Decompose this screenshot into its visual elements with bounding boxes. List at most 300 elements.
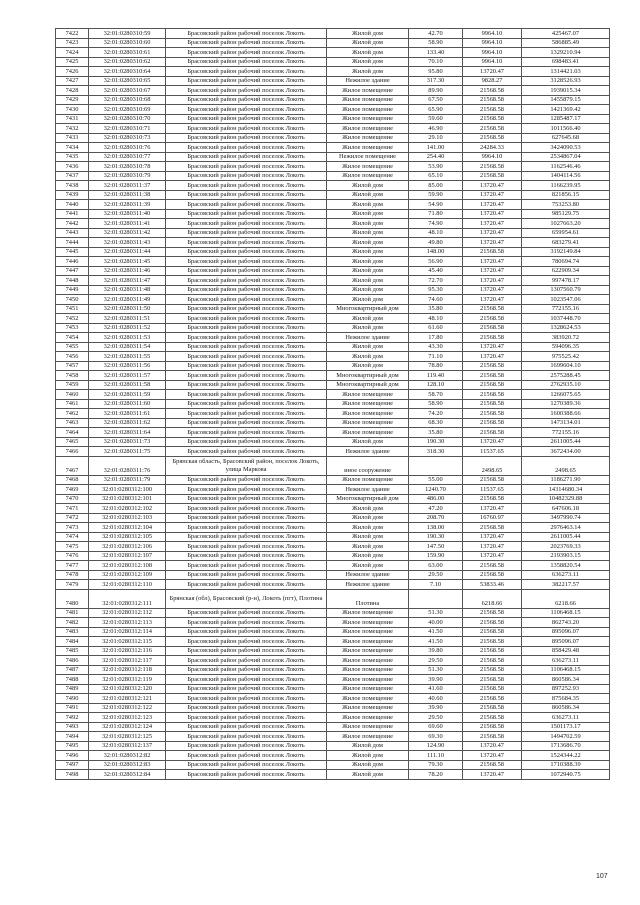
area-cell: 78.20 — [409, 770, 463, 780]
cadastral-value-cell: 1713686.70 — [522, 741, 610, 751]
table-row — [56, 627, 610, 637]
table-row — [56, 361, 610, 371]
address-cell: Брасовский район рабочий поселок Локоть — [166, 48, 327, 58]
cadastral-number-cell: 32:01:0280312:109 — [89, 570, 166, 580]
specific-value-cell: 21568.58 — [463, 124, 522, 134]
cadastral-value-cell: 772155.16 — [522, 304, 610, 314]
row-number-cell: 7461 — [56, 399, 89, 409]
table-row — [56, 494, 610, 504]
specific-value-cell: 13720.47 — [463, 352, 522, 362]
object-type-cell: Нежилое помещение — [327, 152, 409, 162]
cadastral-value-cell: 647606.18 — [522, 504, 610, 514]
row-number-cell: 7456 — [56, 352, 89, 362]
specific-value-cell: 21568.58 — [463, 656, 522, 666]
table-row — [56, 86, 610, 96]
area-cell: 51.30 — [409, 665, 463, 675]
area-cell: 58.90 — [409, 399, 463, 409]
row-number-cell: 7458 — [56, 371, 89, 381]
table-row — [56, 513, 610, 523]
table-row — [56, 171, 610, 181]
cadastral-number-cell: 32:01:0280311:43 — [89, 238, 166, 248]
cadastral-value-cell: 772155.16 — [522, 428, 610, 438]
address-cell: Брасовский район рабочий поселок Локоть — [166, 228, 327, 238]
area-cell: 29.50 — [409, 656, 463, 666]
cadastral-number-cell: 32:01:0280310:79 — [89, 171, 166, 181]
object-type-cell: Жилое помещение — [327, 409, 409, 419]
object-type-cell: Жилой дом — [327, 38, 409, 48]
specific-value-cell: 21568.58 — [463, 304, 522, 314]
object-type-cell: Жилой дом — [327, 67, 409, 77]
cadastral-number-cell: 32:01:0280310:61 — [89, 48, 166, 58]
area-cell: 190.30 — [409, 532, 463, 542]
row-number-cell: 7430 — [56, 105, 89, 115]
address-cell: Брасовский район рабочий поселок Локоть — [166, 390, 327, 400]
specific-value-cell: 21568.58 — [463, 684, 522, 694]
object-type-cell: Жилой дом — [327, 361, 409, 371]
row-number-cell: 7443 — [56, 228, 89, 238]
object-type-cell: Жилое помещение — [327, 95, 409, 105]
object-type-cell: Жилое помещение — [327, 665, 409, 675]
specific-value-cell: 21568.58 — [463, 475, 522, 485]
table-row — [56, 257, 610, 267]
area-cell: 67.50 — [409, 95, 463, 105]
specific-value-cell: 9828.27 — [463, 76, 522, 86]
address-cell: Брянская область, Брасовский район, поселок Локоть, улица Маркова — [166, 456, 327, 475]
specific-value-cell: 21568.58 — [463, 523, 522, 533]
cadastral-number-cell: 32:01:0280312:120 — [89, 684, 166, 694]
area-cell: 41.50 — [409, 637, 463, 647]
cadastral-value-cell: 895096.07 — [522, 627, 610, 637]
row-number-cell: 7437 — [56, 171, 89, 181]
area-cell: 56.90 — [409, 257, 463, 267]
cadastral-value-cell: 1186271.90 — [522, 475, 610, 485]
specific-value-cell: 21568.58 — [463, 133, 522, 143]
specific-value-cell: 21568.58 — [463, 247, 522, 257]
cadastral-value-cell: 1307560.79 — [522, 285, 610, 295]
cadastral-number-cell: 32:01:0280310:64 — [89, 67, 166, 77]
object-type-cell: Жилой дом — [327, 209, 409, 219]
cadastral-value-cell: 3424090.53 — [522, 143, 610, 153]
cadastral-number-cell: 32:01:0280311:41 — [89, 219, 166, 229]
object-type-cell: Жилой дом — [327, 532, 409, 542]
area-cell: 119.40 — [409, 371, 463, 381]
cadastral-value-cell: 1285487.17 — [522, 114, 610, 124]
cadastral-number-cell: 32:01:0280310:60 — [89, 38, 166, 48]
cadastral-value-cell: 2611005.44 — [522, 532, 610, 542]
specific-value-cell: 13720.47 — [463, 285, 522, 295]
specific-value-cell: 21568.58 — [463, 428, 522, 438]
specific-value-cell: 11537.65 — [463, 485, 522, 495]
object-type-cell: Жилое помещение — [327, 646, 409, 656]
address-cell: Брасовский район рабочий поселок Локоть — [166, 523, 327, 533]
address-cell: Брасовский район рабочий поселок Локоть — [166, 665, 327, 675]
address-cell: Брасовский район рабочий поселок Локоть — [166, 475, 327, 485]
specific-value-cell: 21568.58 — [463, 637, 522, 647]
address-cell: Брасовский район рабочий поселок Локоть — [166, 637, 327, 647]
address-cell: Брасовский район рабочий поселок Локоть — [166, 627, 327, 637]
cadastral-number-cell: 32:01:0280311:39 — [89, 200, 166, 210]
cadastral-value-cell: 1270389.36 — [522, 399, 610, 409]
row-number-cell: 7489 — [56, 684, 89, 694]
cadastral-value-cell: 862743.20 — [522, 618, 610, 628]
row-number-cell: 7482 — [56, 618, 89, 628]
address-cell: Брасовский район рабочий поселок Локоть — [166, 713, 327, 723]
row-number-cell: 7429 — [56, 95, 89, 105]
cadastral-number-cell: 32:01:0280311:59 — [89, 390, 166, 400]
cadastral-value-cell: 2611005.44 — [522, 437, 610, 447]
cadastral-number-cell: 32:01:0280311:49 — [89, 295, 166, 305]
row-number-cell: 7449 — [56, 285, 89, 295]
cadastral-number-cell: 32:01:0280311:75 — [89, 447, 166, 457]
area-cell: 69.60 — [409, 722, 463, 732]
cadastral-value-cell: 10482329.88 — [522, 494, 610, 504]
cadastral-value-cell: 1421369.42 — [522, 105, 610, 115]
specific-value-cell: 13720.47 — [463, 532, 522, 542]
area-cell: 124.90 — [409, 741, 463, 751]
address-cell: Брасовский район рабочий поселок Локоть — [166, 760, 327, 770]
area-cell: 1240.70 — [409, 485, 463, 495]
table-row — [56, 580, 610, 590]
table-row — [56, 523, 610, 533]
cadastral-value-cell: 1494702.59 — [522, 732, 610, 742]
object-type-cell: Плотина — [327, 589, 409, 608]
object-type-cell: Многоквартирный дом — [327, 304, 409, 314]
area-cell: 190.30 — [409, 437, 463, 447]
area-cell: 42.70 — [409, 29, 463, 39]
specific-value-cell: 21568.58 — [463, 418, 522, 428]
row-number-cell: 7426 — [56, 67, 89, 77]
table-row — [56, 570, 610, 580]
specific-value-cell: 9964.10 — [463, 38, 522, 48]
table-row — [56, 418, 610, 428]
cadastral-value-cell: 1166239.95 — [522, 181, 610, 191]
area-cell: 147.50 — [409, 542, 463, 552]
table-row — [56, 76, 610, 86]
address-cell: Брасовский район рабочий поселок Локоть — [166, 751, 327, 761]
row-number-cell: 7490 — [56, 694, 89, 704]
specific-value-cell: 13720.47 — [463, 266, 522, 276]
address-cell: Брасовский район рабочий поселок Локоть — [166, 770, 327, 780]
cadastral-value-cell: 622909.34 — [522, 266, 610, 276]
specific-value-cell: 13720.47 — [463, 228, 522, 238]
table-row — [56, 504, 610, 514]
cadastral-value-cell: 3672434.00 — [522, 447, 610, 457]
area-cell: 159.90 — [409, 551, 463, 561]
row-number-cell: 7439 — [56, 190, 89, 200]
area-cell: 40.60 — [409, 694, 463, 704]
specific-value-cell: 21568.58 — [463, 390, 522, 400]
object-type-cell: Жилой дом — [327, 323, 409, 333]
address-cell: Брасовский район рабочий поселок Локоть — [166, 124, 327, 134]
cadastral-value-cell: 1162546.46 — [522, 162, 610, 172]
address-cell: Брасовский район рабочий поселок Локоть — [166, 485, 327, 495]
address-cell: Брасовский район рабочий поселок Локоть — [166, 76, 327, 86]
object-type-cell: Нежилое здание — [327, 485, 409, 495]
object-type-cell: Жилой дом — [327, 276, 409, 286]
cadastral-number-cell: 32:01:0280311:56 — [89, 361, 166, 371]
cadastral-number-cell: 32:01:0280310:62 — [89, 57, 166, 67]
area-cell: 69.30 — [409, 732, 463, 742]
specific-value-cell: 13720.47 — [463, 209, 522, 219]
specific-value-cell: 21568.58 — [463, 380, 522, 390]
area-cell: 68.30 — [409, 418, 463, 428]
row-number-cell: 7425 — [56, 57, 89, 67]
cadastral-number-cell: 32:01:0280312:118 — [89, 665, 166, 675]
cadastral-value-cell: 2976463.14 — [522, 523, 610, 533]
object-type-cell: Жилое помещение — [327, 684, 409, 694]
table-row — [56, 219, 610, 229]
area-cell: 49.80 — [409, 238, 463, 248]
specific-value-cell: 13720.47 — [463, 504, 522, 514]
address-cell: Брасовский район рабочий поселок Локоть — [166, 694, 327, 704]
specific-value-cell: 13720.47 — [463, 295, 522, 305]
cadastral-number-cell: 32:01:0280311:76 — [89, 456, 166, 475]
specific-value-cell: 21568.58 — [463, 494, 522, 504]
table-row — [56, 95, 610, 105]
row-number-cell: 7477 — [56, 561, 89, 571]
object-type-cell: Жилое помещение — [327, 428, 409, 438]
area-cell: 53.90 — [409, 162, 463, 172]
table-row — [56, 371, 610, 381]
table-row — [56, 542, 610, 552]
cadastral-number-cell: 32:01:0280312:114 — [89, 627, 166, 637]
address-cell: Брасовский район рабочий поселок Локоть — [166, 86, 327, 96]
table-row — [56, 124, 610, 134]
row-number-cell: 7422 — [56, 29, 89, 39]
area-cell: 208.70 — [409, 513, 463, 523]
area-cell: 35.80 — [409, 428, 463, 438]
row-number-cell: 7459 — [56, 380, 89, 390]
address-cell: Брасовский район рабочий поселок Локоть — [166, 561, 327, 571]
row-number-cell: 7428 — [56, 86, 89, 96]
specific-value-cell: 21568.58 — [463, 323, 522, 333]
address-cell: Брасовский район рабочий поселок Локоть — [166, 114, 327, 124]
row-number-cell: 7423 — [56, 38, 89, 48]
object-type-cell: иное сооружение — [327, 456, 409, 475]
area-cell: 85.00 — [409, 181, 463, 191]
table-row — [56, 684, 610, 694]
table-row — [56, 133, 610, 143]
row-number-cell: 7444 — [56, 238, 89, 248]
table-row — [56, 675, 610, 685]
specific-value-cell: 21568.58 — [463, 561, 522, 571]
object-type-cell: Жилое помещение — [327, 399, 409, 409]
cadastral-value-cell: 1011566.40 — [522, 124, 610, 134]
address-cell: Брасовский район рабочий поселок Локоть — [166, 38, 327, 48]
address-cell: Брасовский район рабочий поселок Локоть — [166, 570, 327, 580]
row-number-cell: 7434 — [56, 143, 89, 153]
address-cell: Брасовский район рабочий поселок Локоть — [166, 295, 327, 305]
table-row — [56, 665, 610, 675]
specific-value-cell: 21568.58 — [463, 665, 522, 675]
table-row — [56, 732, 610, 742]
address-cell: Брасовский район рабочий поселок Локоть — [166, 703, 327, 713]
cadastral-value-cell: 1524344.22 — [522, 751, 610, 761]
cadastral-value-cell: 382217.57 — [522, 580, 610, 590]
object-type-cell: Жилой дом — [327, 257, 409, 267]
table-row — [56, 409, 610, 419]
cadastral-value-cell: 1023547.06 — [522, 295, 610, 305]
cadastral-value-cell: 1106468.15 — [522, 665, 610, 675]
table-row — [56, 428, 610, 438]
row-number-cell: 7480 — [56, 589, 89, 608]
object-type-cell: Нежилое здание — [327, 570, 409, 580]
cadastral-number-cell: 32:01:0280311:73 — [89, 437, 166, 447]
table-row — [56, 485, 610, 495]
row-number-cell: 7450 — [56, 295, 89, 305]
table-row — [56, 314, 610, 324]
row-number-cell: 7438 — [56, 181, 89, 191]
specific-value-cell: 9964.10 — [463, 29, 522, 39]
area-cell: 63.00 — [409, 561, 463, 571]
table-row — [56, 342, 610, 352]
address-cell: Брасовский район рабочий поселок Локоть — [166, 646, 327, 656]
area-cell: 89.90 — [409, 86, 463, 96]
address-cell: Брасовский район рабочий поселок Локоть — [166, 608, 327, 618]
object-type-cell: Жилой дом — [327, 238, 409, 248]
area-cell: 61.60 — [409, 323, 463, 333]
area-cell: 59.90 — [409, 190, 463, 200]
cadastral-number-cell: 32:01:0280310:76 — [89, 143, 166, 153]
cadastral-value-cell: 997478.17 — [522, 276, 610, 286]
specific-value-cell: 21568.58 — [463, 409, 522, 419]
address-cell: Брасовский район рабочий поселок Локоть — [166, 247, 327, 257]
area-cell: 48.10 — [409, 228, 463, 238]
cadastral-number-cell: 32:01:0280312:104 — [89, 523, 166, 533]
table-row — [56, 152, 610, 162]
object-type-cell: Жилой дом — [327, 523, 409, 533]
cadastral-value-cell: 985129.75 — [522, 209, 610, 219]
address-cell: Брасовский район рабочий поселок Локоть — [166, 162, 327, 172]
page-number: 107 — [596, 873, 608, 880]
object-type-cell: Жилой дом — [327, 228, 409, 238]
cadastral-value-cell: 594096.35 — [522, 342, 610, 352]
cadastral-value-cell: 875684.35 — [522, 694, 610, 704]
object-type-cell: Жилой дом — [327, 751, 409, 761]
cadastral-number-cell: 32:01:0280311:37 — [89, 181, 166, 191]
cadastral-number-cell: 32:01:0280310:70 — [89, 114, 166, 124]
row-number-cell: 7453 — [56, 323, 89, 333]
cadastral-number-cell: 32:01:0280312:103 — [89, 513, 166, 523]
cadastral-number-cell: 32:01:0280312:124 — [89, 722, 166, 732]
area-cell: 254.40 — [409, 152, 463, 162]
specific-value-cell: 13720.47 — [463, 551, 522, 561]
address-cell: Брасовский район рабочий поселок Локоть — [166, 399, 327, 409]
row-number-cell: 7492 — [56, 713, 89, 723]
cadastral-number-cell: 32:01:0280311:64 — [89, 428, 166, 438]
object-type-cell: Жилое помещение — [327, 418, 409, 428]
object-type-cell: Жилое помещение — [327, 618, 409, 628]
cadastral-value-cell: 3128526.93 — [522, 76, 610, 86]
row-number-cell: 7457 — [56, 361, 89, 371]
table-row — [56, 38, 610, 48]
area-cell — [409, 456, 463, 475]
specific-value-cell: 13720.47 — [463, 542, 522, 552]
row-number-cell: 7467 — [56, 456, 89, 475]
table-row — [56, 57, 610, 67]
area-cell: 40.00 — [409, 618, 463, 628]
table-row — [56, 475, 610, 485]
cadastral-number-cell: 32:01:0280311:62 — [89, 418, 166, 428]
area-cell: 43.30 — [409, 342, 463, 352]
object-type-cell: Нежилое здание — [327, 447, 409, 457]
table-row — [56, 770, 610, 780]
table-row — [56, 200, 610, 210]
object-type-cell: Жилое помещение — [327, 114, 409, 124]
cadastral-value-cell: 1328624.53 — [522, 323, 610, 333]
cadastral-number-cell: 32:01:0280311:51 — [89, 314, 166, 324]
row-number-cell: 7432 — [56, 124, 89, 134]
specific-value-cell: 21568.58 — [463, 162, 522, 172]
area-cell: 74.20 — [409, 409, 463, 419]
object-type-cell: Жилое помещение — [327, 694, 409, 704]
cadastral-number-cell: 32:01:0280310:77 — [89, 152, 166, 162]
row-number-cell: 7451 — [56, 304, 89, 314]
address-cell: Брасовский район рабочий поселок Локоть — [166, 684, 327, 694]
area-cell: 58.90 — [409, 38, 463, 48]
cadastral-number-cell: 32:01:0280312:106 — [89, 542, 166, 552]
object-type-cell: Жилой дом — [327, 770, 409, 780]
area-cell: 35.80 — [409, 304, 463, 314]
cadastral-number-cell: 32:01:0280312:105 — [89, 532, 166, 542]
address-cell: Брасовский район рабочий поселок Локоть — [166, 542, 327, 552]
area-cell: 133.40 — [409, 48, 463, 58]
specific-value-cell: 13720.47 — [463, 257, 522, 267]
cadastral-number-cell: 32:01:0280312:100 — [89, 485, 166, 495]
specific-value-cell: 21568.58 — [463, 703, 522, 713]
address-cell: Брасовский район рабочий поселок Локоть — [166, 513, 327, 523]
area-cell: 486.00 — [409, 494, 463, 504]
object-type-cell: Жилой дом — [327, 247, 409, 257]
object-type-cell: Жилой дом — [327, 352, 409, 362]
address-cell: Брасовский район рабочий поселок Локоть — [166, 371, 327, 381]
specific-value-cell: 13720.47 — [463, 751, 522, 761]
address-cell: Брасовский район рабочий поселок Локоть — [166, 380, 327, 390]
object-type-cell: Жилое помещение — [327, 390, 409, 400]
row-number-cell: 7436 — [56, 162, 89, 172]
row-number-cell: 7435 — [56, 152, 89, 162]
specific-value-cell: 21568.58 — [463, 95, 522, 105]
row-number-cell: 7472 — [56, 513, 89, 523]
specific-value-cell: 21568.58 — [463, 760, 522, 770]
table-row — [56, 190, 610, 200]
area-cell: 70.10 — [409, 57, 463, 67]
specific-value-cell: 13720.47 — [463, 741, 522, 751]
cadastral-value-table-sheet — [55, 28, 588, 780]
row-number-cell: 7468 — [56, 475, 89, 485]
address-cell: Брасовский район рабочий поселок Локоть — [166, 722, 327, 732]
address-cell: Брасовский район рабочий поселок Локоть — [166, 152, 327, 162]
cadastral-number-cell: 32:01:0280312:116 — [89, 646, 166, 656]
object-type-cell: Жилой дом — [327, 48, 409, 58]
specific-value-cell: 13720.47 — [463, 238, 522, 248]
specific-value-cell: 21568.58 — [463, 694, 522, 704]
table-row — [56, 67, 610, 77]
table-row — [56, 694, 610, 704]
cadastral-value-cell: 1329210.94 — [522, 48, 610, 58]
object-type-cell: Жилой дом — [327, 29, 409, 39]
cadastral-number-cell: 32:01:0280310:59 — [89, 29, 166, 39]
row-number-cell: 7485 — [56, 646, 89, 656]
row-number-cell: 7441 — [56, 209, 89, 219]
cadastral-value-cell: 683279.41 — [522, 238, 610, 248]
cadastral-value-cell: 821856.15 — [522, 190, 610, 200]
cadastral-value-cell: 1072940.75 — [522, 770, 610, 780]
specific-value-cell: 21568.58 — [463, 627, 522, 637]
cadastral-number-cell: 32:01:0280312:115 — [89, 637, 166, 647]
row-number-cell: 7465 — [56, 437, 89, 447]
cadastral-value-cell: 627645.68 — [522, 133, 610, 143]
